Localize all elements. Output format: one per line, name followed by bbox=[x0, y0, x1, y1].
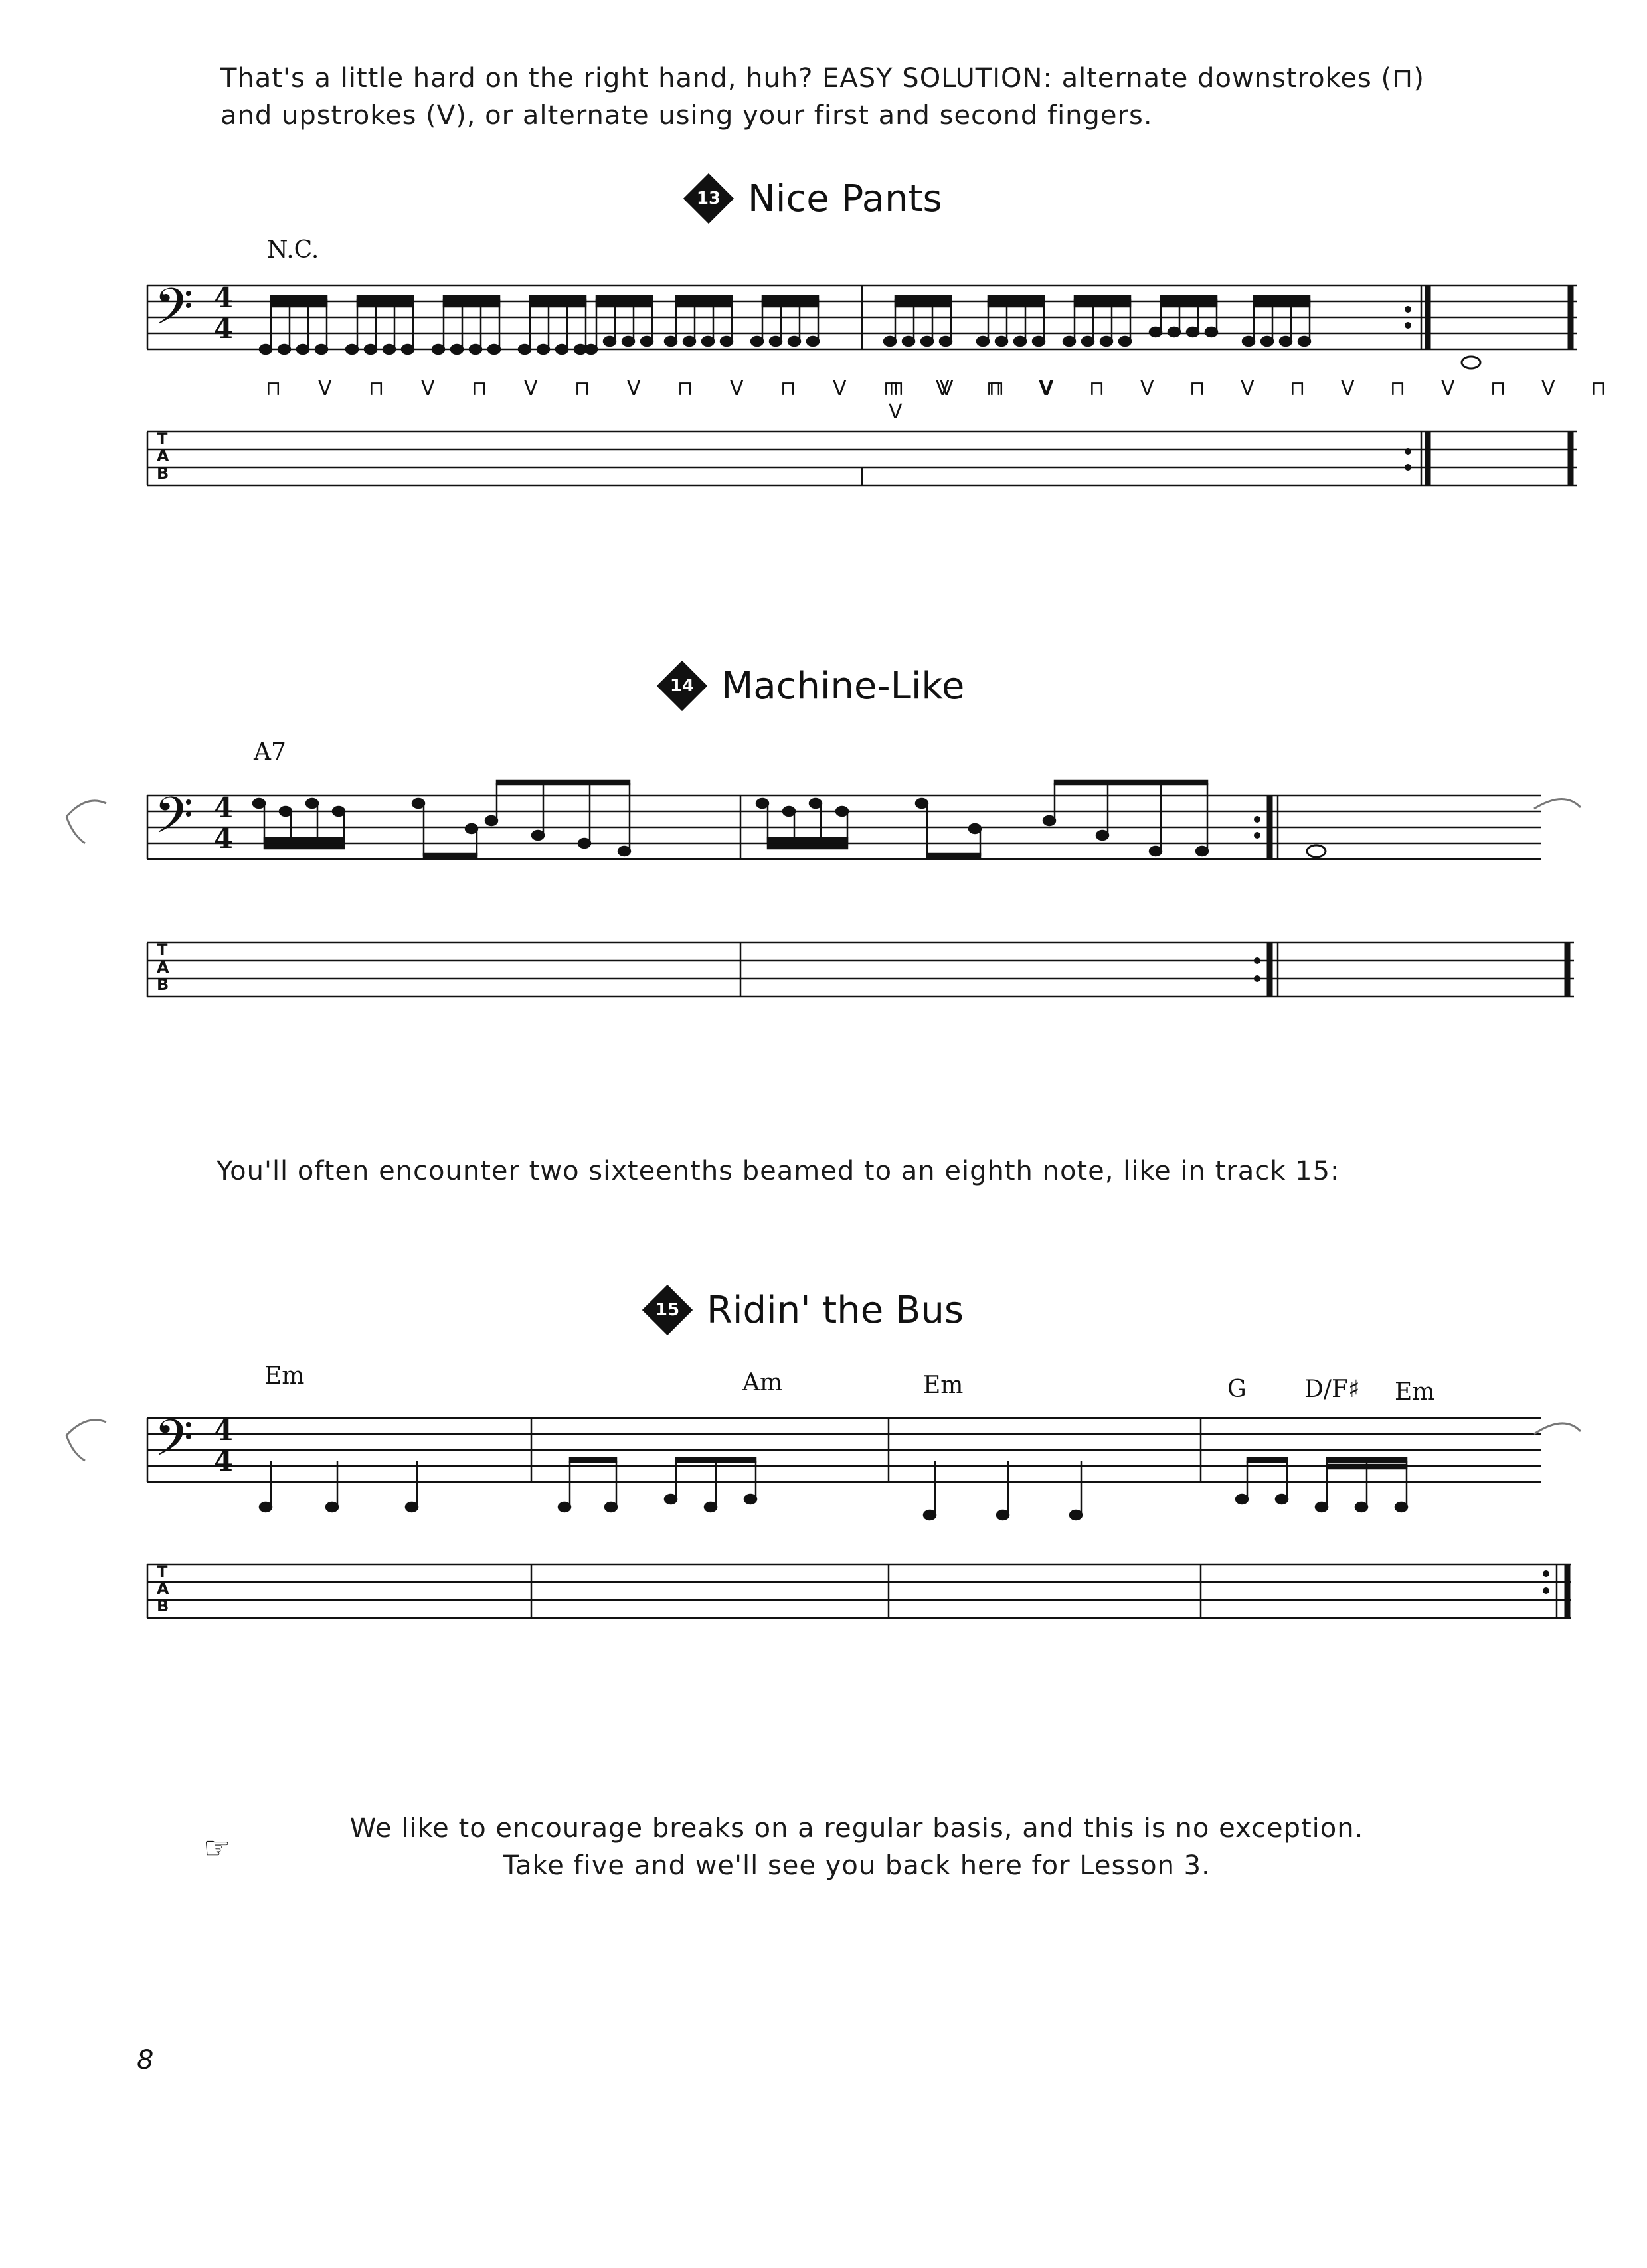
note-head bbox=[485, 816, 497, 825]
note-head bbox=[770, 337, 782, 346]
middle-text: You'll often encounter two sixteenths beamed to an eighth note, like in track 15: bbox=[217, 1156, 1340, 1186]
note-beam bbox=[271, 296, 327, 300]
note-head bbox=[783, 807, 795, 816]
note-head bbox=[406, 1502, 418, 1512]
example-title: Machine-Like bbox=[721, 664, 965, 708]
note-head bbox=[940, 337, 952, 346]
note-head bbox=[702, 337, 714, 346]
note-head bbox=[1070, 1510, 1082, 1520]
intro-line-1: That's a little hard on the right hand, huh? EASY SOLUTION: alternate downstrokes (⊓) bbox=[220, 63, 1425, 94]
note-head bbox=[559, 1502, 570, 1512]
note-head bbox=[306, 799, 318, 808]
note-head bbox=[836, 807, 848, 816]
note-head bbox=[326, 1502, 338, 1512]
note-head bbox=[969, 824, 981, 833]
intro-paragraph bbox=[220, 60, 1516, 134]
note-head bbox=[1243, 337, 1255, 346]
note-head bbox=[705, 1502, 717, 1512]
note-head bbox=[622, 337, 634, 346]
note-head bbox=[1280, 337, 1292, 346]
note-head bbox=[807, 337, 819, 346]
note-head bbox=[788, 337, 800, 346]
note-beam bbox=[497, 781, 630, 785]
note-beam bbox=[988, 296, 1044, 300]
note-beam bbox=[1161, 296, 1217, 300]
note-head bbox=[383, 345, 395, 354]
example-14-title bbox=[657, 661, 964, 710]
tip-line-2: Take five and we'll see you back here for Lesson 3. bbox=[503, 1850, 1211, 1881]
page-number: 8 bbox=[137, 2045, 154, 2075]
track-badge-icon: 14 bbox=[657, 661, 707, 710]
note-beam bbox=[264, 845, 344, 849]
chord-label: D/F♯ bbox=[1304, 1376, 1360, 1403]
stroke-markings: ⊓ V ⊓ V ⊓ V ⊓ V ⊓ V ⊓ V ⊓ V ⊓ V bbox=[266, 377, 1066, 400]
note-head bbox=[665, 1495, 677, 1504]
note-head bbox=[1033, 337, 1045, 346]
note-head bbox=[1150, 847, 1162, 856]
note-head bbox=[346, 345, 358, 354]
note-head bbox=[365, 345, 377, 354]
note-head bbox=[402, 345, 414, 354]
tab-label: T A B bbox=[157, 430, 169, 483]
bass-clef-icon: 𝄢 bbox=[154, 1409, 194, 1480]
note-beam bbox=[530, 303, 586, 307]
note-beam bbox=[271, 303, 327, 307]
note-beam bbox=[768, 838, 847, 842]
note-beam bbox=[676, 1458, 756, 1462]
example-13-title bbox=[684, 174, 942, 223]
chord-label: G bbox=[1227, 1376, 1247, 1403]
note-beam bbox=[895, 296, 951, 300]
example-title: Nice Pants bbox=[748, 177, 942, 220]
note-head bbox=[578, 839, 590, 848]
tip-line-1: We like to encourage breaks on a regular basis, and this is no exception. bbox=[349, 1813, 1364, 1844]
note-head bbox=[466, 824, 477, 833]
note-head bbox=[1261, 337, 1273, 346]
note-head bbox=[537, 345, 549, 354]
bass-clef-icon: 𝄢 bbox=[154, 278, 194, 349]
chord-label: A7 bbox=[254, 738, 286, 766]
note-head bbox=[1150, 327, 1162, 337]
note-head bbox=[641, 337, 653, 346]
note-beam bbox=[424, 854, 477, 858]
note-head bbox=[924, 1510, 936, 1520]
note-beam bbox=[1247, 1458, 1287, 1462]
note-head bbox=[810, 799, 822, 808]
note-head bbox=[1082, 337, 1094, 346]
note-head bbox=[921, 337, 933, 346]
note-head bbox=[744, 1495, 756, 1504]
chord-label: Em bbox=[1395, 1378, 1435, 1406]
note-head bbox=[519, 345, 531, 354]
note-head bbox=[1100, 337, 1112, 346]
note-head bbox=[280, 807, 292, 816]
example-15-title bbox=[643, 1285, 964, 1335]
note-beam bbox=[264, 838, 344, 842]
note-head bbox=[884, 337, 896, 346]
note-head bbox=[585, 345, 597, 354]
note-beam bbox=[762, 296, 818, 300]
tab-label: T A B bbox=[157, 941, 169, 994]
note-beam bbox=[1327, 1458, 1407, 1462]
tab-label: T A B bbox=[157, 1562, 169, 1615]
note-head bbox=[683, 337, 695, 346]
note-head bbox=[1276, 1495, 1288, 1504]
note-beam bbox=[530, 296, 586, 300]
note-head bbox=[1014, 337, 1026, 346]
note-beam bbox=[768, 845, 847, 849]
note-head bbox=[488, 345, 500, 354]
time-signature: 4 4 bbox=[214, 791, 234, 854]
note-head bbox=[1355, 1502, 1367, 1512]
note-head bbox=[556, 345, 568, 354]
note-beam bbox=[444, 296, 499, 300]
note-head bbox=[916, 799, 928, 808]
note-head bbox=[260, 345, 272, 354]
note-beam bbox=[1055, 781, 1207, 785]
pointing-hand-icon: ☞ bbox=[203, 1830, 231, 1866]
note-head bbox=[451, 345, 463, 354]
note-beam bbox=[676, 303, 732, 307]
note-head bbox=[1168, 327, 1180, 337]
note-head bbox=[333, 807, 345, 816]
note-head bbox=[1063, 337, 1075, 346]
note-head bbox=[1196, 847, 1208, 856]
tip-paragraph bbox=[319, 1810, 1395, 1884]
note-head bbox=[1395, 1502, 1407, 1512]
note-beam bbox=[570, 1458, 616, 1462]
note-head bbox=[1119, 337, 1131, 346]
note-head bbox=[1043, 816, 1055, 825]
note-head bbox=[1096, 831, 1108, 840]
note-head bbox=[1205, 327, 1217, 337]
note-head bbox=[432, 345, 444, 354]
note-beam bbox=[927, 854, 980, 858]
note-beam bbox=[1254, 303, 1310, 307]
note-beam bbox=[357, 303, 413, 307]
note-head bbox=[903, 337, 914, 346]
note-head bbox=[605, 1502, 617, 1512]
note-head bbox=[618, 847, 630, 856]
note-head bbox=[1187, 327, 1199, 337]
note-head bbox=[997, 1510, 1009, 1520]
note-head bbox=[278, 345, 290, 354]
time-signature: 4 4 bbox=[214, 1414, 234, 1477]
chord-label: Em bbox=[264, 1362, 305, 1390]
note-head bbox=[260, 1502, 272, 1512]
note-beam bbox=[1075, 296, 1130, 300]
bass-clef-icon: 𝄢 bbox=[154, 786, 194, 857]
note-head bbox=[1316, 1502, 1328, 1512]
note-head bbox=[1298, 337, 1310, 346]
note-beam bbox=[357, 296, 413, 300]
chord-label: Am bbox=[742, 1369, 783, 1396]
note-beam bbox=[596, 296, 652, 300]
note-head bbox=[253, 799, 265, 808]
note-beam bbox=[1254, 296, 1310, 300]
note-beam bbox=[988, 303, 1044, 307]
chord-label: N.C. bbox=[267, 236, 319, 264]
note-head bbox=[977, 337, 989, 346]
track-badge-icon: 13 bbox=[684, 174, 733, 223]
note-beam bbox=[676, 296, 732, 300]
note-head bbox=[756, 799, 768, 808]
note-head bbox=[1236, 1495, 1248, 1504]
note-head bbox=[665, 337, 677, 346]
note-head bbox=[532, 831, 544, 840]
note-head bbox=[315, 345, 327, 354]
note-beam bbox=[895, 303, 951, 307]
note-beam bbox=[1075, 303, 1130, 307]
note-beam bbox=[1327, 1465, 1407, 1469]
note-head bbox=[412, 799, 424, 808]
time-signature: 4 4 bbox=[214, 282, 234, 345]
note-beam bbox=[1161, 303, 1217, 307]
note-beam bbox=[444, 303, 499, 307]
stroke-markings-2: ⊓ V ⊓ V ⊓ V ⊓ V ⊓ V ⊓ V ⊓ V ⊓ V bbox=[889, 377, 1620, 424]
note-head bbox=[721, 337, 733, 346]
track-badge-icon: 15 bbox=[643, 1285, 692, 1335]
note-head bbox=[751, 337, 763, 346]
note-head bbox=[604, 337, 616, 346]
note-beam bbox=[596, 303, 652, 307]
example-title: Ridin' the Bus bbox=[707, 1288, 964, 1332]
chord-label: Em bbox=[923, 1372, 964, 1399]
note-beam bbox=[762, 303, 818, 307]
intro-line-2: and upstrokes (V), or alternate using your first and second fingers. bbox=[220, 100, 1153, 131]
note-head bbox=[470, 345, 481, 354]
note-head bbox=[996, 337, 1007, 346]
note-head bbox=[574, 345, 586, 354]
note-head bbox=[297, 345, 309, 354]
